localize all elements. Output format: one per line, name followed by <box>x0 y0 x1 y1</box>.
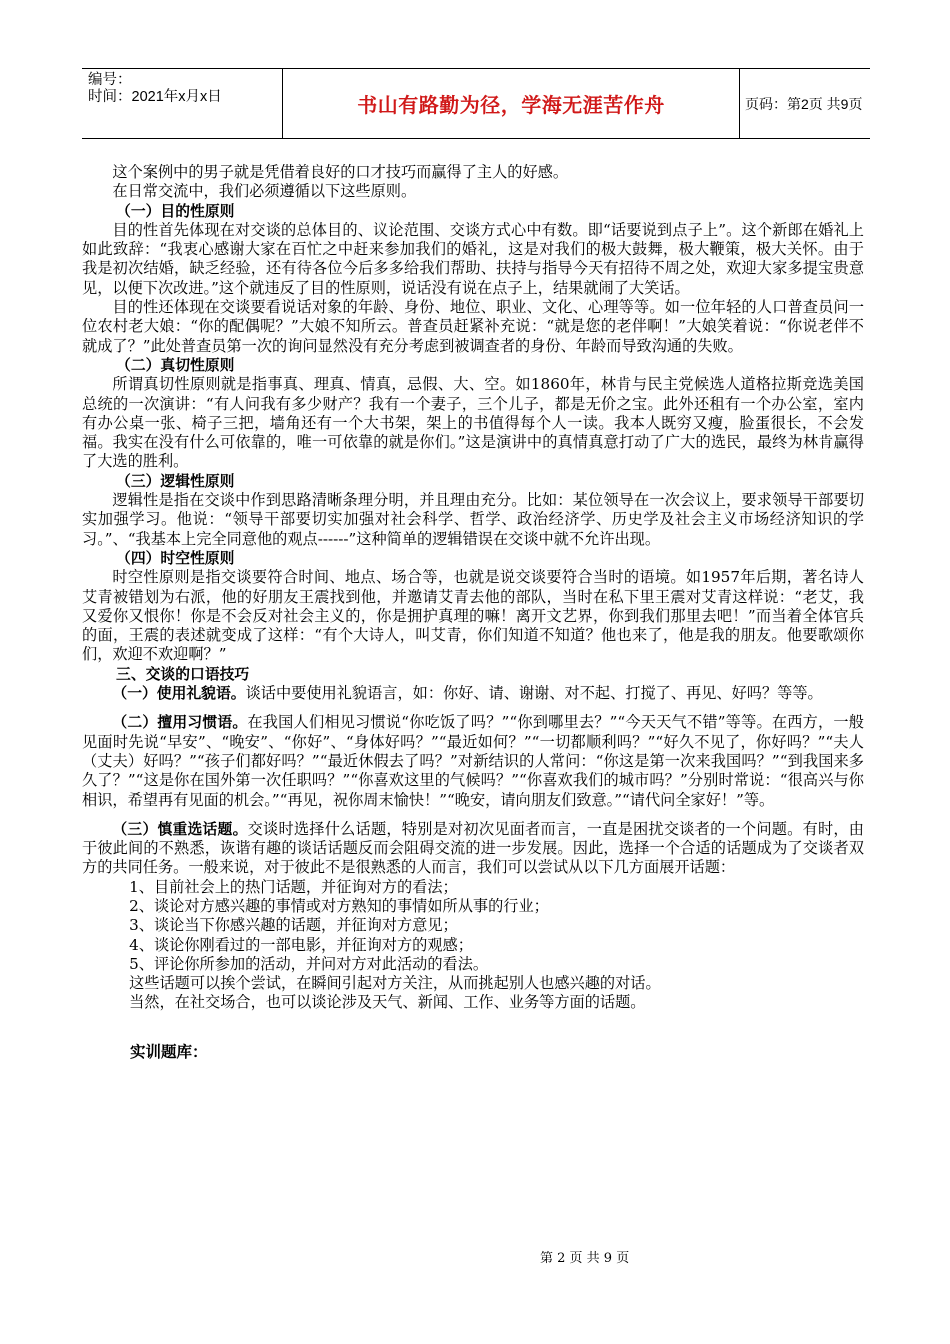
section-heading: （四）时空性原则 <box>116 549 235 567</box>
paragraph: 这些话题可以挨个尝试，在瞬间引起对方关注，从而挑起别人也感兴趣的对话。 <box>129 974 661 993</box>
section-heading: （三）逻辑性原则 <box>116 472 235 490</box>
spacer <box>82 703 864 713</box>
page-header <box>82 68 870 139</box>
exercise-bank-heading: 实训题库： <box>130 1042 208 1061</box>
header-motto-cell <box>282 69 740 138</box>
spacer <box>82 810 864 820</box>
paragraph: 所谓真切性原则就是指事真、理真、情真，忌假、大、空。如1860年，林肯与民主党候选人道格拉斯竞选美国总统的一次演讲：“有人问我有多少财产？我有一个妻子，三个儿子，都是无价之宝。此外还租有一个办公室，室内有办公桌一张、椅子三把，墙角还有一个大书架，架上的书值得每个人一读。我本人既穷又瘦，脸蛋很长，不会发福。我实在没有什么可依靠的，唯一可依靠的就是你们。”这是演讲中的真情真意打动了广大的选民，最终为林肯赢得了大选的胜利。 <box>82 375 864 471</box>
header-motto: 书山有路勤为径，学海无涯苦作舟 <box>357 93 665 117</box>
page-footer: 第 2 页 共 9 页 <box>540 1251 630 1266</box>
list-item: 5、评论你所参加的活动，并问对方对此活动的看法。 <box>129 954 489 973</box>
header-meta <box>82 69 282 138</box>
technique-text: 交谈时选择什么话题，特别是对初次见面者而言，一直是困扰交谈者的一个问题。有时，由于彼此间的不熟悉，诙谐有趣的谈话话题反而会阻碍交流的进一步发展。因此，选择一个合适的话题成为了交谈者双方的共同任务。一般来说，对于彼此不是很熟悉的人而言，我们可以尝试从以下几方面展开话题： <box>82 819 864 877</box>
paragraph <box>82 713 864 809</box>
paragraph: 逻辑性是指在交谈中作到思路清晰条理分明，并且理由充分。比如：某位领导在一次会议上，要求领导干部要切实加强学习。他说：“领导干部要切实加强对社会科学、哲学、政治经济学、历史学及社会主义市场经济知识的学习。”、“我基本上完全同意他的观点------”这种简单的逻辑错误在交谈中就不允许出现。 <box>82 491 864 548</box>
section-heading: （二）真切性原则 <box>116 356 235 374</box>
spacer <box>82 1013 864 1043</box>
paragraph: 时空性原则是指交谈要符合时间、地点、场合等，也就是说交谈要符合当时的语境。如1957年后期，著名诗人艾青被错划为右派，他的好朋友王震找到他，并邀请艾青去他的部队，当时在私下里王震对艾青这样说：“老艾，我又爱你又恨你！你是不会反对社会主义的，你是拥护真理的嘛！离开文艺界，你到我们那里去吧！”而当着全体官兵的面，王震的表述就变成了这样：“有个大诗人，叫艾青，你们知道不知道？他也来了，他是我的朋友。他要歌颂你们，欢迎不欢迎啊？” <box>82 568 864 664</box>
chapter-heading: 三、交谈的口语技巧 <box>116 665 250 683</box>
list-item: 4、谈论你刚看过的一部电影，并征询对方的观感； <box>129 935 473 954</box>
document-date: 时间：2021年x月x日 <box>88 89 222 105</box>
list-item: 2、谈论对方感兴趣的事情或对方熟知的事情如所从事的行业； <box>129 896 549 915</box>
paragraph: 这个案例中的男子就是凭借着良好的口才技巧而赢得了主人的好感。 <box>112 163 569 181</box>
list-item: 3、谈论当下你感兴趣的话题，并征询对方意见； <box>129 916 458 935</box>
document-code: 编号： <box>88 72 132 88</box>
paragraph: 目的性首先体现在对交谈的总体目的、议论范围、交谈方式心中有数。即“话要说到点子上”。这个新郎在婚礼上如此致辞：“我衷心感谢大家在百忙之中赶来参加我们的婚礼，这是对我们的极大鼓舞，极大鞭策，极大关怀。由于我是初次结婚，缺乏经验，还有待各位今后多多给我们帮助、扶持与指导今天有招待不周之处，欢迎大家多提宝贵意见，以便下次改进。”这个就违反了目的性原则，说话没有说在点子上，结果就闹了大笑话。 <box>82 220 864 297</box>
document-body <box>82 163 864 1062</box>
section-heading: （一）目的性原则 <box>116 202 235 220</box>
header-page-info: 页码：第2页 共9页 <box>745 95 863 112</box>
paragraph <box>82 820 864 878</box>
header-page-cell <box>739 69 870 138</box>
technique-title: （二）擅用习惯语。 <box>112 714 248 732</box>
technique-title: （一）使用礼貌语。 <box>112 685 246 703</box>
paragraph: 目的性还体现在交谈要看说话对象的年龄、身份、地位、职业、文化、心理等等。如一位年轻的人口普查员问一位农村老大娘：“你的配偶呢？”大娘不知所云。普查员赶紧补充说：“就是您的老伴啊！”大娘笑着说：“你说老伴不就成了？”此处普查员第一次的询问显然没有充分考虑到被调查者的身份、年龄而导致沟通的失败。 <box>82 298 864 355</box>
technique-title: （三）慎重选话题。 <box>112 820 248 838</box>
paragraph <box>82 684 864 703</box>
paragraph: 在日常交流中，我们必须遵循以下这些原则。 <box>112 182 417 201</box>
list-item: 1、目前社会上的热门话题，并征询对方的看法； <box>129 877 458 896</box>
technique-text: 谈话中要使用礼貌语言，如：你好、请、谢谢、对不起、打搅了、再见、好吗？等等。 <box>245 684 823 703</box>
paragraph: 当然，在社交场合，也可以谈论涉及天气、新闻、工作、业务等方面的话题。 <box>129 993 646 1012</box>
technique-text: 在我国人们相见习惯说“你吃饭了吗？”“你到哪里去？”“今天天气不错”等等。在西方，一般见面时先说“早安”、“晚安”、“你好”、“身体好吗？”“最近如何？”“一切都顺利吗？”“好久不见了，你好吗？”“夫人（丈夫）好吗？”“孩子们都好吗？”“最近休假去了吗？”对新结识的人常问：“你这是第一次来我国吗？”“到我国来多久了？”“这是你在国外第一次任职吗？”“你喜欢这里的气候吗？”“你喜欢我们的城市吗？”分别时常说：“很高兴与你相识，希望再有见面的机会。”“再见，祝你周末愉快！”“晚安，请向朋友们致意。”“请代问全家好！”等。 <box>82 713 864 809</box>
